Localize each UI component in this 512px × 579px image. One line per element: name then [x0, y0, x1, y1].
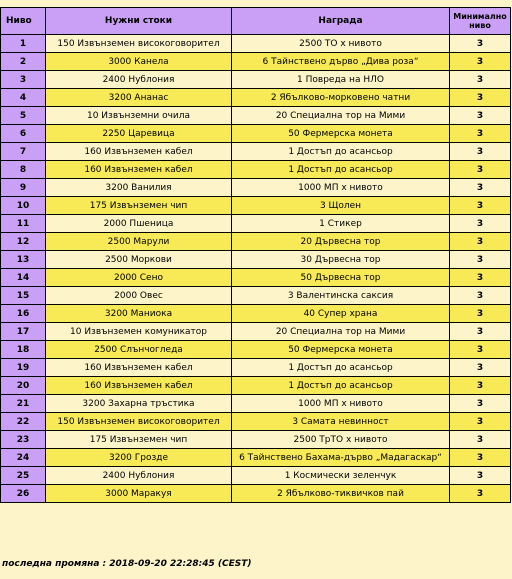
goods-cell: 3200 Ванилия	[46, 179, 232, 197]
level-cell: 24	[1, 449, 46, 467]
table-row	[1, 71, 511, 89]
level-cell: 9	[1, 179, 46, 197]
level-cell: 5	[1, 107, 46, 125]
min-level-cell: 3	[450, 197, 511, 215]
table-row	[1, 269, 511, 287]
min-level-cell: 3	[450, 485, 511, 503]
reward-cell: 1 Достъп до асансьор	[232, 161, 450, 179]
min-level-cell: 3	[450, 431, 511, 449]
table-row	[1, 107, 511, 125]
goods-cell: 175 Извънземен чип	[46, 431, 232, 449]
min-level-cell: 3	[450, 467, 511, 485]
goods-cell: 3200 Маниока	[46, 305, 232, 323]
reward-cell: 50 Фермерска монета	[232, 341, 450, 359]
min-level-cell: 3	[450, 413, 511, 431]
goods-cell: 2000 Пшеница	[46, 215, 232, 233]
table-row	[1, 395, 511, 413]
goods-cell: 175 Извънземен чип	[46, 197, 232, 215]
reward-cell: 2500 ТрТО х нивото	[232, 431, 450, 449]
reward-cell: 30 Дървесна тор	[232, 251, 450, 269]
goods-cell: 160 Извънземен кабел	[46, 161, 232, 179]
reward-cell: 1 Достъп до асансьор	[232, 143, 450, 161]
table-row	[1, 53, 511, 71]
goods-cell: 2250 Царевица	[46, 125, 232, 143]
last-modified-footer: последна промяна : 2018-09-20 22:28:45 (CEST)	[2, 559, 252, 569]
reward-cell: 50 Фермерска монета	[232, 125, 450, 143]
level-cell: 25	[1, 467, 46, 485]
min-level-cell: 3	[450, 305, 511, 323]
min-level-cell: 3	[450, 125, 511, 143]
reward-cell: 2 Ябълково-тиквичков пай	[232, 485, 450, 503]
table-row	[1, 449, 511, 467]
goods-cell: 160 Извънземен кабел	[46, 143, 232, 161]
table-row	[1, 197, 511, 215]
level-cell: 15	[1, 287, 46, 305]
goods-cell: 10 Извънземни очила	[46, 107, 232, 125]
table-row	[1, 359, 511, 377]
table-row	[1, 467, 511, 485]
rewards-table	[0, 7, 511, 503]
goods-cell: 160 Извънземен кабел	[46, 359, 232, 377]
table-row	[1, 251, 511, 269]
reward-cell: 6 Тайнствено дърво „Дива роза“	[232, 53, 450, 71]
level-cell: 4	[1, 89, 46, 107]
level-cell: 20	[1, 377, 46, 395]
level-cell: 26	[1, 485, 46, 503]
header-level: Ниво	[1, 8, 46, 35]
min-level-cell: 3	[450, 215, 511, 233]
min-level-cell: 3	[450, 269, 511, 287]
table-row	[1, 413, 511, 431]
min-level-cell: 3	[450, 107, 511, 125]
table-row	[1, 125, 511, 143]
table-header-row	[1, 8, 511, 35]
goods-cell: 3200 Ананас	[46, 89, 232, 107]
min-level-cell: 3	[450, 71, 511, 89]
min-level-cell: 3	[450, 377, 511, 395]
reward-cell: 1 Повреда на НЛО	[232, 71, 450, 89]
table-row	[1, 143, 511, 161]
table-row	[1, 161, 511, 179]
min-level-cell: 3	[450, 449, 511, 467]
table-body	[1, 35, 511, 503]
goods-cell: 2000 Сено	[46, 269, 232, 287]
goods-cell: 150 Извънземен високоговорител	[46, 35, 232, 53]
table-row	[1, 35, 511, 53]
goods-cell: 2500 Марули	[46, 233, 232, 251]
goods-cell: 3000 Канела	[46, 53, 232, 71]
level-cell: 8	[1, 161, 46, 179]
min-level-cell: 3	[450, 53, 511, 71]
level-cell: 10	[1, 197, 46, 215]
reward-cell: 2500 ТО х нивото	[232, 35, 450, 53]
min-level-cell: 3	[450, 395, 511, 413]
level-cell: 13	[1, 251, 46, 269]
level-cell: 21	[1, 395, 46, 413]
level-cell: 14	[1, 269, 46, 287]
reward-cell: 1 Стикер	[232, 215, 450, 233]
reward-cell: 3 Валентинска саксия	[232, 287, 450, 305]
table-row	[1, 377, 511, 395]
min-level-cell: 3	[450, 179, 511, 197]
table-row	[1, 233, 511, 251]
min-level-cell: 3	[450, 341, 511, 359]
goods-cell: 2400 Нублония	[46, 467, 232, 485]
level-cell: 12	[1, 233, 46, 251]
table-row	[1, 179, 511, 197]
reward-cell: 1 Достъп до асансьор	[232, 377, 450, 395]
reward-cell: 1 Космически зеленчук	[232, 467, 450, 485]
header-min-level: Минимално ниво	[450, 8, 511, 35]
table-row	[1, 287, 511, 305]
table-row	[1, 305, 511, 323]
reward-cell: 20 Специална тор на Мими	[232, 107, 450, 125]
goods-cell: 10 Извънземен комуникатор	[46, 323, 232, 341]
goods-cell: 160 Извънземен кабел	[46, 377, 232, 395]
goods-cell: 2500 Моркови	[46, 251, 232, 269]
level-cell: 17	[1, 323, 46, 341]
level-cell: 6	[1, 125, 46, 143]
level-cell: 23	[1, 431, 46, 449]
table-row	[1, 215, 511, 233]
reward-cell: 3 Самата невинност	[232, 413, 450, 431]
goods-cell: 3000 Маракуя	[46, 485, 232, 503]
table-row	[1, 323, 511, 341]
reward-cell: 50 Дървесна тор	[232, 269, 450, 287]
header-goods: Нужни стоки	[46, 8, 232, 35]
level-cell: 11	[1, 215, 46, 233]
reward-cell: 2 Ябълково-морковено чатни	[232, 89, 450, 107]
min-level-cell: 3	[450, 251, 511, 269]
min-level-cell: 3	[450, 287, 511, 305]
min-level-cell: 3	[450, 161, 511, 179]
goods-cell: 2400 Нублония	[46, 71, 232, 89]
reward-cell: 3 Щолен	[232, 197, 450, 215]
min-level-cell: 3	[450, 143, 511, 161]
min-level-cell: 3	[450, 89, 511, 107]
table-row	[1, 89, 511, 107]
reward-cell: 1000 МП х нивото	[232, 179, 450, 197]
goods-cell: 3200 Захарна тръстика	[46, 395, 232, 413]
reward-cell: 40 Супер храна	[232, 305, 450, 323]
level-cell: 3	[1, 71, 46, 89]
reward-cell: 20 Специална тор на Мими	[232, 323, 450, 341]
goods-cell: 3200 Грозде	[46, 449, 232, 467]
level-cell: 7	[1, 143, 46, 161]
min-level-cell: 3	[450, 233, 511, 251]
level-cell: 22	[1, 413, 46, 431]
table-row	[1, 431, 511, 449]
reward-cell: 1000 МП х нивото	[232, 395, 450, 413]
goods-cell: 150 Извънземен високоговорител	[46, 413, 232, 431]
min-level-cell: 3	[450, 35, 511, 53]
reward-cell: 1 Достъп до асансьор	[232, 359, 450, 377]
level-cell: 16	[1, 305, 46, 323]
goods-cell: 2500 Слънчогледа	[46, 341, 232, 359]
level-cell: 1	[1, 35, 46, 53]
level-cell: 19	[1, 359, 46, 377]
level-cell: 2	[1, 53, 46, 71]
min-level-cell: 3	[450, 359, 511, 377]
table-row	[1, 485, 511, 503]
reward-cell: 20 Дървесна тор	[232, 233, 450, 251]
reward-cell: 6 Тайнствено Бахама-дърво „Мадагаскар“	[232, 449, 450, 467]
min-level-cell: 3	[450, 323, 511, 341]
goods-cell: 2000 Овес	[46, 287, 232, 305]
table-row	[1, 341, 511, 359]
header-reward: Награда	[232, 8, 450, 35]
level-cell: 18	[1, 341, 46, 359]
